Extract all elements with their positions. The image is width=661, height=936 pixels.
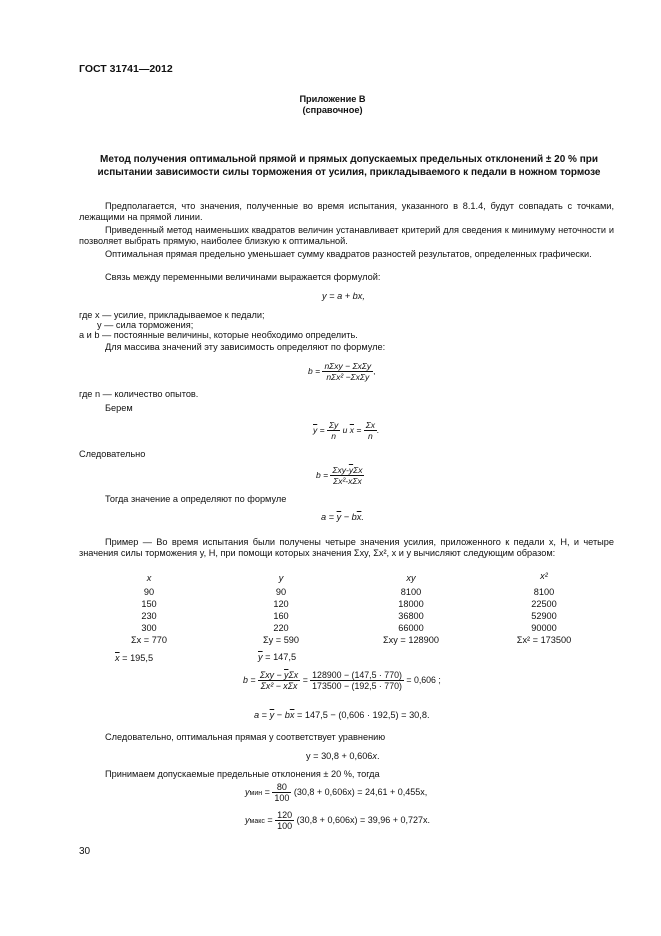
formula-y-max: yмакс = $\frac{120}{100}$ (30,8 + 0,606x) = 39,96 + 0,727x. [245, 810, 431, 831]
appendix-title: Приложение В [299, 94, 366, 104]
paragraph-3: Оптимальная прямая предельно уменьшает сумму квадратов разностей результатов, определенных графически. [105, 249, 592, 259]
table-cell: 18000 [398, 599, 424, 609]
page-number: 30 [79, 846, 91, 857]
table-header-x2: x² [540, 571, 548, 581]
where-y: y — сила торможения; [97, 320, 194, 330]
table-cell: 36800 [398, 611, 424, 621]
table-cell: 220 [273, 623, 289, 633]
where-ab: a и b — постоянные величины, которые необходимо определить. [79, 330, 358, 340]
b-value-numerator: 128900 − (147,5 · 770) [312, 670, 402, 680]
table-header-x: x [146, 573, 152, 583]
formula-b-calculation: b = $\frac{\Sigma xy - \overline{y}\Sigma x}{\Sigma x^2 - \overline{x}\Sigma x}$ = $\frac{128900 - (147,5 \cdot 770)}{173500 - (192,5 \cdot 770)}$ = 0,606 ; [243, 670, 441, 691]
formula-optimal: y = 30,8 + 0,606x. [306, 751, 380, 761]
formula-means: $\overline{y}$ = $\frac{\Sigma y}{n}$ и $\overline{x}$ = $\frac{\Sigma x}{n}$ . [313, 420, 380, 441]
standard-number: ГОСТ 31741—2012 [79, 63, 173, 75]
b-value-denominator: 173500 − (192,5 · 770) [312, 681, 402, 691]
table-header-xy: xy [406, 573, 416, 583]
table-cell: 52900 [531, 611, 557, 621]
consequently-2: Следовательно, оптимальная прямая y соответствует уравнению [105, 732, 386, 742]
table-sum: Σx = 770 [130, 635, 168, 645]
b-result: = 0,606 ; [406, 674, 441, 685]
formula-b-denominator: nΣx² −ΣxΣy [326, 372, 370, 382]
formula-line: y = a + bx, [322, 291, 365, 301]
paragraph-4: Связь между переменными величинами выражается формулой: [105, 272, 381, 282]
consequently-1: Следовательно [79, 449, 146, 459]
table-cell: 8100 [400, 587, 422, 597]
table-sum: Σx² = 173500 [516, 635, 572, 645]
table-cell: 8100 [533, 587, 555, 597]
paragraph-6: Тогда значение a определяют по формуле [105, 494, 287, 504]
table-header-y: y [278, 573, 284, 583]
table-sum: Σxy = 128900 [383, 635, 439, 645]
table-cell: 300 [141, 623, 157, 633]
table-mean-y: $\overline{y} = 147,5$ [258, 652, 297, 662]
accept-limits: Принимаем допускаемые предельные отклонения ± 20 %, тогда [105, 769, 380, 779]
table-cell: 230 [141, 611, 157, 621]
where-n: где n — количество опытов. [79, 389, 199, 399]
table-cell: 90 [143, 587, 155, 597]
take-label: Берем [105, 403, 133, 413]
example-paragraph: Пример — Во время испытания были получены четыре значения усилия, приложенного к педали x, Н, и четыре значения силы торможения y, Н, при помощи которых значения Σxy, Σx², x и y вычисляют следующим образом: [79, 537, 614, 558]
table-cell: 66000 [398, 623, 424, 633]
table-cell: 90 [275, 587, 287, 597]
formula-a: $a = \overline{y} - b\overline{x}$. [321, 512, 364, 522]
appendix-subtitle: (справочное) [302, 105, 363, 115]
table-cell: 22500 [531, 599, 557, 609]
formula-y-min: yмин = $\frac{80}{100}$ (30,8 + 0,606x) = 24,61 + 0,455x, [245, 782, 428, 803]
formula-b-mean: b = $\frac{\Sigma xy-\overline{y}\Sigma x}{\Sigma x^2-\overline{x}\Sigma x}$ [316, 465, 363, 486]
table-cell: 150 [141, 599, 157, 609]
paragraph-5: Для массива значений эту зависимость определяют по формуле: [105, 342, 386, 352]
table-mean-x: $\overline{x} = 195,5$ [115, 653, 154, 663]
formula-a-calculation: $a = \overline{y} - b\overline{x} = 147,5 - (0,606 \cdot 192,5) = 30,8$. [254, 710, 430, 720]
table-cell: 120 [273, 599, 289, 609]
paragraph-2: Приведенный метод наименьших квадратов величин устанавливает критерий для сведения к минимуму неточности и позволяет выбрать прямую, наиболее близкую к оптимальной. [79, 225, 614, 246]
table-cell: 160 [273, 611, 289, 621]
section-heading: Метод получения оптимальной прямой и прямых допускаемых предельных отклонений ± 20 % при испытании зависимости силы торможения от усилия, прикладываемого к педали в ножном тормозе [97, 154, 601, 178]
paragraph-1: Предполагается, что значения, полученные во время испытания, указанного в 8.1.4, будут совпадать с точками, лежащими на прямой линии. [79, 201, 614, 222]
where-x: где x — усилие, прикладываемое к педали; [79, 310, 265, 320]
table-sum: Σy = 590 [262, 635, 300, 645]
table-cell: 90000 [531, 623, 557, 633]
formula-b-numerator: nΣxy − ΣxΣy [324, 361, 372, 371]
formula-b: b = $\frac{\text{nΣxy − ΣxΣy}}{\text{nΣx² −ΣxΣy}}$ , [308, 361, 376, 382]
